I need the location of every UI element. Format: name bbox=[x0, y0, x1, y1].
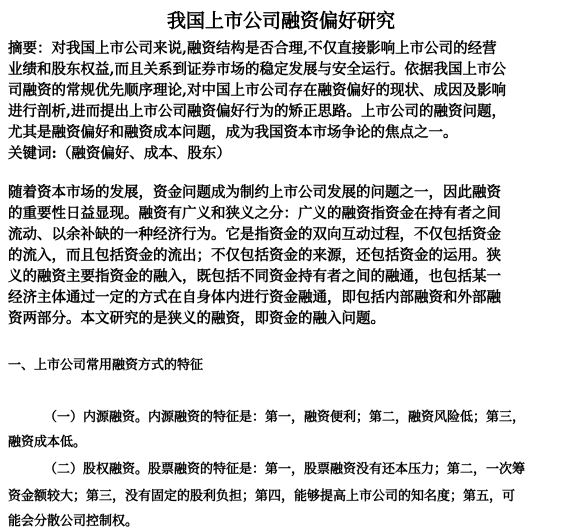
subsection-line: 资金额较大；第三，没有固定的股利负担；第四，能够提高上市公司的知名度；第五，可 bbox=[8, 489, 516, 504]
abstract-line: 尤其是融资偏好和融资成本问题，成为我国资本市场争论的焦点之一。 bbox=[8, 124, 458, 141]
intro-line: 的重要性日益显现。融资有广义和狭义之分：广义的融资指资金在持有者之间 bbox=[8, 205, 501, 222]
subsection-line: （一）内源融资。内源融资的特征是：第一，融资便利；第二，融资风险低；第三， bbox=[44, 410, 526, 425]
keywords: 关键词:（融资偏好、成本、股东） bbox=[8, 145, 231, 162]
abstract-line: 进行剖析,进而提出上市公司融资偏好行为的矫正思路。上市公司的融资问题， bbox=[8, 103, 507, 120]
abstract-line: 业绩和股东权益,而且关系到证券市场的稳定发展与安全运行。依据我国上市公 bbox=[8, 61, 507, 78]
paper-title: 我国上市公司融资偏好研究 bbox=[166, 10, 395, 32]
subsection-line: 能会分散公司控制权。 bbox=[8, 514, 139, 529]
subsection-line: （二）股权融资。股票融资的特征是：第一，股票融资没有还本压力；第二，一次筹 bbox=[44, 462, 526, 477]
abstract-line: 司融资的常规优先顺序理论,对中国上市公司存在融资偏好的现状、成因及影响 bbox=[8, 82, 507, 99]
intro-line: 资两部分。本文研究的是狭义的融资，即资金的融入问题。 bbox=[8, 310, 385, 327]
intro-line: 流动、以余补缺的一种经济行为。它是指资金的双向互动过程，不仅包括资金 bbox=[8, 226, 501, 243]
intro-line: 随着资本市场的发展，资金问题成为制约上市公司发展的问题之一，因此融资 bbox=[8, 184, 501, 201]
section-heading: 一、上市公司常用融资方式的特征 bbox=[8, 358, 204, 373]
subsection-line: 融资成本低。 bbox=[8, 435, 87, 450]
intro-line: 义的融资主要指资金的融入，既包括不同资金持有者之间的融通，也包括某一 bbox=[8, 268, 501, 285]
intro-line: 经济主体通过一定的方式在自身体内进行资金融通，即包括内部融资和外部融 bbox=[8, 289, 501, 306]
intro-line: 的流入，而且包括资金的流出；不仅包括资金的来源，还包括资金的运用。狭 bbox=[8, 247, 501, 264]
abstract-line: 摘要：对我国上市公司来说,融资结构是否合理,不仅直接影响上市公司的经营 bbox=[8, 40, 497, 57]
